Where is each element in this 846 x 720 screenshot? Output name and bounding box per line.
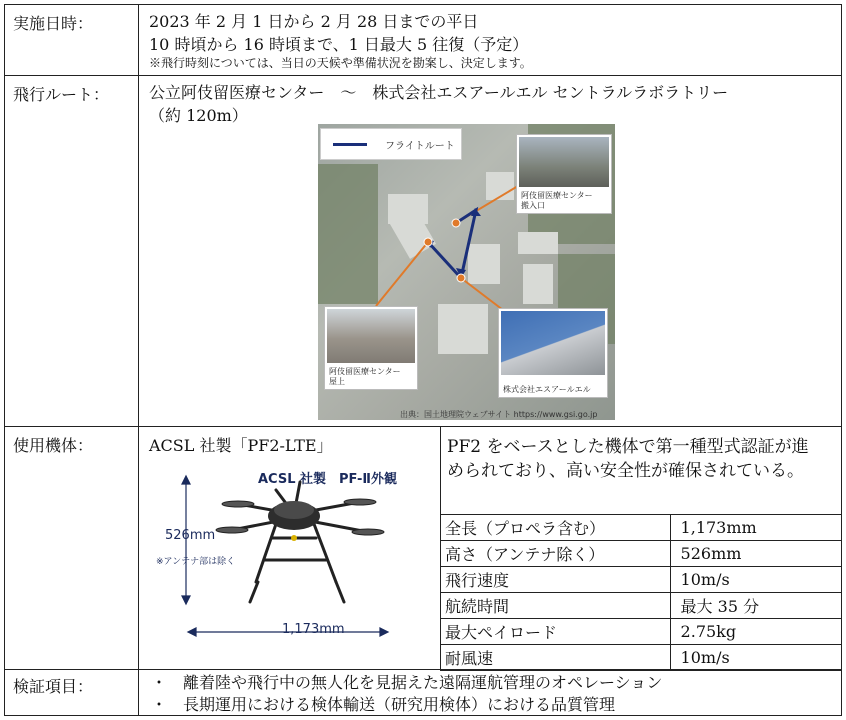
spec-row xyxy=(441,619,842,645)
date-range: 2023 年 2 月 1 日から 2 月 28 日までの平日 xyxy=(149,12,479,31)
verification-bullet-1: ・ xyxy=(151,673,168,692)
route-endpoints: 公立阿伎留医療センター ～ 株式会社エスアールエル セントラルラボラトリー xyxy=(149,83,729,102)
spec-name: 航続時間 xyxy=(441,593,671,619)
spec-name: 飛行速度 xyxy=(441,567,671,593)
spec-value: 2.75kg xyxy=(670,619,841,645)
aircraft-desc-1: PF2 をベースとした機体で第一種型式認証が進 xyxy=(447,437,809,457)
spec-row xyxy=(441,645,842,671)
spec-name: 耐風速 xyxy=(441,645,671,671)
photo-entrance xyxy=(516,134,612,214)
aircraft-model: ACSL 社製「PF2-LTE」 xyxy=(149,436,333,455)
width-dimension: 1,173mm xyxy=(282,622,345,637)
spec-row xyxy=(441,593,842,619)
verification-label-cell xyxy=(4,669,139,716)
spec-row xyxy=(441,515,842,541)
legend-label: フライトルート xyxy=(385,141,455,152)
time-range: 10 時頃から 16 時頃まで、1 日最大 5 往復（予定） xyxy=(149,35,529,54)
spec-name: 全長（プロペラ含む） xyxy=(441,515,671,541)
info-sheet xyxy=(4,4,842,716)
spec-value: 526mm xyxy=(670,541,841,567)
map-credit: 出典：国土地理院ウェブサイト https://www.gsi.go.jp xyxy=(400,410,598,419)
photo-roof xyxy=(324,306,418,390)
spec-row xyxy=(441,567,842,593)
spec-value: 1,173mm xyxy=(670,515,841,541)
verification-label: 検証項目： xyxy=(13,677,94,696)
photo-roof-caption: 阿伎留医療センター 屋上 xyxy=(329,367,401,386)
date-label-cell xyxy=(4,4,139,76)
spec-value: 10m/s xyxy=(670,567,841,593)
verification-bullet-2: ・ xyxy=(151,695,168,714)
aircraft-label-cell xyxy=(4,426,139,670)
verification-item-2: 長期運用における検体輸送（研究用検体）における品質管理 xyxy=(183,695,616,714)
drone-figure-title: ACSL 社製 PF-Ⅱ外観 xyxy=(258,472,397,487)
verification-value-cell xyxy=(138,669,842,716)
route-label: 飛行ルート： xyxy=(13,85,110,104)
aircraft-label: 使用機体： xyxy=(13,436,94,455)
spec-name: 高さ（アンテナ除く） xyxy=(441,541,671,567)
photo-entrance-caption: 阿伎留医療センター 搬入口 xyxy=(521,191,593,210)
photo-srl-caption: 株式会社エスアールエル xyxy=(503,385,591,394)
spec-value: 最大 35 分 xyxy=(670,593,841,619)
spec-table xyxy=(440,514,842,671)
drone-figure xyxy=(154,462,424,638)
verification-item-1: 離着陸や飛行中の無人化を見据えた遠隔運航管理のオペレーション xyxy=(183,673,663,692)
spec-name: 最大ペイロード xyxy=(441,619,671,645)
height-dimension: 526mm xyxy=(165,528,216,543)
date-value-cell xyxy=(138,4,842,76)
route-distance: （約 120m） xyxy=(149,106,248,125)
date-label: 実施日時： xyxy=(13,14,94,33)
time-note: ※飛行時刻については、当日の天候や準備状況を勘案し、決定します。 xyxy=(149,56,532,70)
spec-row xyxy=(441,541,842,567)
height-dimension-note: ※アンテナ部は除く xyxy=(156,557,236,567)
aircraft-desc-2: められており、高い安全性が確保されている。 xyxy=(447,461,804,481)
photo-srl xyxy=(498,308,608,398)
route-label-cell xyxy=(4,75,139,427)
spec-value: 10m/s xyxy=(670,645,841,671)
aircraft-desc-cell xyxy=(440,426,842,515)
aerial-route-map xyxy=(318,124,615,420)
